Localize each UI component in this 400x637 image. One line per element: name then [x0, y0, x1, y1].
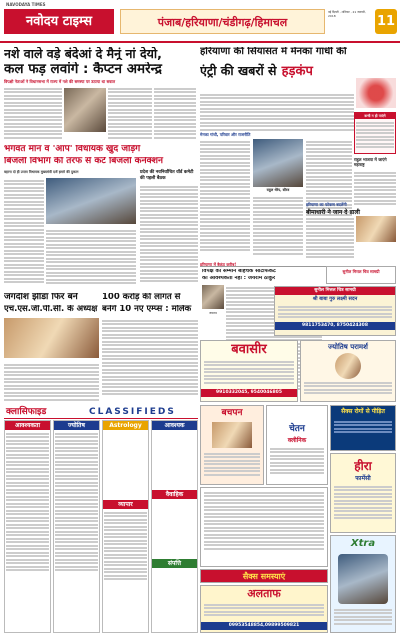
ad-xtra-title: Xtra [350, 538, 376, 549]
haryana-side-kicker: हरियाणा का फोकस बदलेंगी [306, 202, 347, 207]
ad-jyotish-title: ज्योतिष परामर्श [328, 343, 368, 351]
haryana-kicker: मेनका गांधी, परिवार और राजनीति [200, 132, 251, 137]
masthead-regions: पंजाब/हरियाणा/चंडीगढ़/हिमाचल [120, 9, 325, 34]
story4-body [4, 362, 99, 402]
ad-guru-sub: श्री बाबा गुरु लक्ष्मी सदन [312, 296, 358, 302]
classified-col5-header: आवश्यक [152, 421, 197, 430]
story2-body-col1 [4, 178, 44, 290]
ad-xtra[interactable] [330, 535, 396, 633]
ad-altaf-title: अलताफ [247, 587, 281, 600]
haryana-side-headline: बीमाधारी ने जान दे डाली [306, 209, 360, 216]
classified-col-1 [4, 420, 51, 633]
ad-jyotish-photo [335, 353, 361, 379]
lead-subhead: विपक्षी नेताओं ने विधानसभा में राज्य में नशे की समस्या पर उठाया था सवाल [4, 79, 116, 84]
haryana-photo-caption: राहुल थेरेप, सौरव [266, 188, 290, 192]
haryana-side-body [306, 216, 354, 262]
masthead [0, 0, 400, 43]
ad-bachpan[interactable] [200, 405, 264, 485]
ad-altaf[interactable] [200, 585, 328, 633]
ad-mittal-title: सुनील मित्तल चित्र सामग्री [342, 269, 380, 274]
haryana-headline-line2-wrap [200, 60, 396, 79]
ad-bawaseer[interactable] [200, 340, 298, 402]
ad-heera[interactable] [330, 453, 396, 533]
ad-chetan-title: चेतन [289, 424, 305, 434]
ad-mittal[interactable] [326, 266, 396, 284]
lead-headline-line2: कल फड़ लवांगे : कैप्टन अमरेन्द्र [4, 62, 162, 77]
ad-xtra-photo [338, 554, 388, 604]
haryana-box-title: कभी न हो पाएंगे [355, 113, 395, 119]
page-number: 11 [376, 14, 396, 29]
masthead-logo-english: NAVODAYA TIMES [6, 2, 46, 7]
story4-photo [4, 318, 99, 358]
story4-headline-line1: जगदीश झींडा फिर बने [4, 293, 78, 302]
editorial-headline-line2: की आवश्यकता नहीं : जयराम ठाकुर [202, 276, 276, 281]
masthead-logo-hindi: नवोदय टाइम्स [4, 9, 114, 34]
haryana-intro [200, 92, 354, 132]
classified-col7-header: संपत्ति [152, 559, 197, 568]
haryana-map-graphic [356, 78, 396, 108]
ad-heera-sub: फार्मेसी [355, 475, 371, 482]
classified-col6-header: वैवाहिक [152, 490, 197, 499]
lead-body-col3 [154, 86, 196, 141]
ad-bawaseer-phone: 9910332045, 9540046805 [201, 389, 297, 397]
ad-bachpan-title: बचपन [221, 408, 243, 418]
classified-col-3 [102, 420, 149, 633]
editorial-photo [202, 285, 224, 309]
ad-sex-rog[interactable] [330, 405, 396, 451]
ad-guru[interactable] [274, 286, 396, 336]
classified-col4-header: व्यापार [103, 500, 148, 509]
story5-headline-line2: बनेंगे 10 नए एम्प्स : मलिक [102, 305, 192, 314]
lead-headline-line1: नशे वाले वड़े बंदेआं दे मैनूं नां देयो, [4, 47, 162, 61]
ad-jyotish[interactable] [300, 340, 396, 402]
classified-col-2 [53, 420, 100, 633]
classifieds-grid [4, 420, 198, 633]
classified-col-4 [151, 420, 198, 633]
classifieds-title-hindi: क्लासिफाइड [6, 407, 47, 417]
story2-photo [46, 178, 136, 224]
ad-heera-title: हीरा [354, 459, 372, 473]
haryana-headline-line2: एंट्री की खबरों से [200, 63, 277, 78]
ad-bawaseer-title: बवासीर [231, 342, 267, 357]
haryana-headline-highlight: हड़कंप [281, 64, 313, 79]
story2-headline-line2: बिजली विभाग की तरफ से कटे बिजली कनेक्शन [4, 157, 163, 166]
classified-col1-header: आवश्यकता [5, 421, 50, 430]
ad-sex-rog-title: सैक्स रोगों से पीड़ित [341, 408, 385, 415]
ad-altaf-phone: 09953548854,09899509821 [201, 622, 327, 630]
haryana-box [354, 112, 396, 154]
story2-body-col2 [46, 228, 136, 290]
story3-headline: प्रदेश की नवनिर्वाचित वॉर्ड कमेटी की पहली बैठक [140, 170, 194, 181]
editorial-tag: जयराम [209, 311, 217, 315]
haryana-body-col1 [200, 139, 250, 262]
classified-col3-header: Astrology [103, 421, 148, 430]
ad-guru-header: सुनील मित्तल चित्र सामग्री [275, 287, 395, 295]
story4-headline-line2: एच.एस.जी.पी.सी. के अध्यक्ष [4, 305, 98, 314]
lead-photo [64, 88, 106, 132]
ad-chetan-sub: क्लीनिक [287, 437, 307, 444]
classified-col2-header: ज्योतिष [54, 421, 99, 430]
classifieds-title-english: CLASSIFIEDS [89, 407, 176, 417]
ad-sex-samasya-title: सैक्स समस्याएं [242, 572, 286, 581]
story3-body [140, 184, 198, 290]
side-story-tag: हरियाणा में बैकुंठ करीब! [200, 262, 237, 267]
story5-headline-line1: 100 करोड़ की लागत से [102, 293, 181, 302]
ad-bachpan-photo [212, 422, 252, 448]
story2-subhead: बहाना दो ही उपाय विधायक मुख्यमंत्री दर्जे हमारे की दुकान [4, 170, 79, 174]
lead-body-col2 [108, 86, 152, 141]
ad-guru-phone: 9811753470, 8750424308 [275, 322, 395, 330]
masthead-dateline: नई दिल्ली , शनिवार , 21 जनवरी, 2018 [328, 10, 366, 18]
haryana-body-col2 [253, 195, 303, 262]
page-number-badge [375, 9, 397, 34]
ad-sex-samasya[interactable] [200, 569, 328, 583]
story5-body [102, 318, 198, 402]
ad-block-mid[interactable] [200, 487, 328, 567]
side-story-headline: राहुल भाजपा में जाएंगे महाराष्ट्र [354, 157, 387, 167]
haryana-photo [253, 139, 303, 187]
ad-chetan[interactable] [266, 405, 328, 485]
classifieds-banner [4, 405, 198, 419]
haryana-headline-line1: हरियाणा की सियासत में मेनका गांधी की [200, 47, 347, 57]
lead-body-col1 [4, 86, 62, 141]
editorial-headline-line1: विपक्ष का सम्मान बेहिचक सर्टिफिकेट [202, 269, 276, 274]
story2-headline-line1: भगवंत मान व 'आप' विधायक खुद जोड़ेंगे [4, 145, 141, 154]
haryana-side-photo [356, 216, 396, 242]
